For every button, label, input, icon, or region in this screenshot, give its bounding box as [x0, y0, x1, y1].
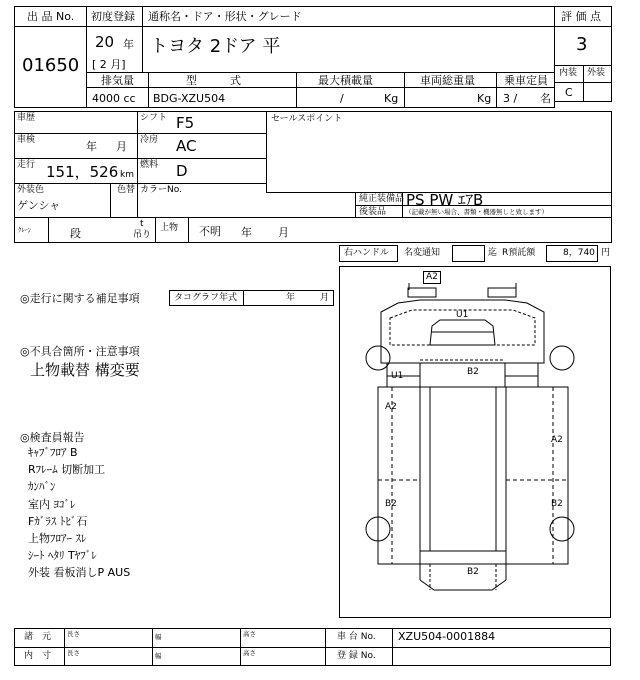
color-change-label: 色替 [117, 185, 136, 195]
mark-mirror-label: A2 [423, 271, 441, 284]
crane-hook: 吊り [133, 230, 152, 240]
shift-value: F5 [176, 114, 195, 132]
inspector-report-line: ｷｬﾌﾞﾌﾛｱ B [28, 446, 78, 459]
interior-width-label: 幅 [155, 652, 162, 660]
recycle-value: 8，740 [563, 248, 595, 258]
aircon-label: 冷房 [140, 135, 159, 145]
equipment-label: 純正装備品 [359, 194, 405, 204]
crane-ton: t [140, 219, 144, 229]
mark-rear-left: B2 [385, 499, 397, 509]
max-load-label: 最大積載量 [318, 74, 373, 87]
tachograph-year: 年 [286, 293, 296, 303]
sales-point-label: セールスポイント [271, 114, 343, 124]
recycle-label: R預託額 [502, 248, 536, 258]
inspector-report-line: Rﾌﾚｰﾑ 切断加工 [28, 463, 106, 477]
mark-rear-right: B2 [551, 499, 563, 509]
type-value: BDG-XZU504 [153, 92, 226, 105]
aftermarket-note: （記載が無い場合、書類・機器無しと致します） [405, 208, 548, 216]
shift-label: シフト [140, 113, 168, 123]
model-label: 通称名・ドア・形状・グレード [148, 10, 302, 23]
aircon-value: AC [176, 137, 197, 155]
inspection-year: 年 [86, 140, 97, 153]
aftermarket-label: 後装品 [359, 207, 387, 217]
mark-cab-left: U1 [391, 371, 404, 381]
chassis-number: XZU504-0001884 [398, 630, 496, 643]
fuel-label: 燃料 [140, 160, 159, 170]
displacement-value: 4000 cc [92, 92, 136, 105]
grade-value: 3 [576, 34, 588, 55]
handle-value: 右ハンドル [344, 248, 390, 258]
crane-stage: 段 [70, 227, 81, 240]
type-label: 型 式 [186, 74, 241, 87]
body-month: 月 [278, 226, 289, 239]
lot-number: 01650 [22, 55, 80, 76]
mark-windshield: U1 [456, 310, 469, 320]
body-year: 年 [241, 226, 252, 239]
inspector-report-line: 上物ﾌﾛｱｰ ｽﾚ [28, 532, 87, 545]
recycle-unit: 円 [601, 248, 611, 258]
mileage-value: 151，526 [46, 163, 119, 181]
inspector-report-line: 外装 看板消しP AUS [28, 566, 131, 580]
color-code-label: カラーNo. [140, 185, 182, 195]
defect-notes-title: ◎不具合箇所・注意事項 [20, 345, 140, 358]
interior-grade-label: 内装 [559, 68, 578, 78]
name-change-label: 名変通知 [404, 248, 441, 258]
deadline-label: 迄 [488, 248, 498, 258]
mark-bed-right: A2 [551, 435, 563, 445]
mark-cab-rear: B2 [467, 367, 479, 377]
capacity-label: 乗車定員 [504, 74, 548, 87]
color-value: ゲンシャ [17, 199, 61, 212]
registration-label: 登 録 No. [337, 651, 376, 661]
mark-bed-left: A2 [385, 402, 397, 412]
inspector-report-line: ｶﾝﾊﾞﾝ [28, 480, 56, 494]
first-reg-label: 初度登録 [91, 10, 135, 23]
dims-label: 諸 元 [24, 632, 52, 642]
driving-notes-title: ◎走行に関する補足事項 [20, 292, 140, 305]
mileage-unit: km [120, 170, 134, 180]
first-reg-month: [ 2 月] [92, 58, 126, 71]
interior-height-label: 高さ [243, 649, 256, 657]
body-label: 上物 [160, 223, 179, 233]
exterior-grade-label: 外装 [587, 68, 606, 78]
mileage-label: 走行 [17, 160, 36, 170]
interior-dims-label: 内 寸 [24, 651, 52, 661]
interior-grade-value: C [565, 86, 573, 99]
inspector-report-line: 室内 ﾖｺﾞﾚ [28, 497, 76, 511]
model-name: トヨタ 2ドア 平 [150, 36, 281, 57]
history-label: 車歴 [17, 113, 36, 123]
dims-length-label: 長さ [67, 630, 80, 638]
max-load-unit: Kg [384, 92, 399, 105]
dims-height-label: 高さ [243, 630, 256, 638]
interior-length-label: 長さ [67, 649, 80, 657]
displacement-label: 排気量 [101, 74, 134, 87]
defect-notes-text: 上物載替 構変要 [30, 361, 140, 379]
first-reg-year: 20 [95, 33, 115, 51]
crane-label: ｸﾚｰﾝ [18, 226, 31, 234]
gvw-label: 車両総重量 [420, 74, 475, 87]
fuel-value: D [176, 162, 188, 180]
tachograph-month: 月 [320, 293, 330, 303]
body-unknown: 不明 [199, 225, 221, 238]
inspector-report-line: Fｶﾞﾗｽ ﾄﾋﾞ石 [28, 514, 88, 528]
max-load-value: / [340, 92, 344, 105]
inspection-label: 車検 [17, 135, 36, 145]
gvw-unit: Kg [477, 92, 492, 105]
dims-width-label: 幅 [155, 633, 162, 641]
chassis-label: 車 台 No. [337, 632, 376, 642]
color-label: 外装色 [17, 185, 45, 195]
capacity-value: 3 / [503, 92, 518, 105]
lot-label: 出 品 No. [27, 10, 75, 23]
tachograph-label: タコグラフ年式 [174, 293, 238, 303]
mark-rear-gate: B2 [467, 567, 479, 577]
equipment-value: PS PW ｴｱB [406, 191, 484, 209]
inspector-report-title: ◎検査員報告 [20, 431, 85, 444]
inspector-report-line: ｼｰﾄ ﾍﾀﾘ Tﾔﾌﾞﾚ [28, 549, 97, 563]
first-reg-year-unit: 年 [123, 38, 134, 51]
capacity-unit: 名 [540, 92, 551, 105]
inspection-month: 月 [116, 140, 127, 153]
grade-label: 評 価 点 [561, 10, 601, 23]
